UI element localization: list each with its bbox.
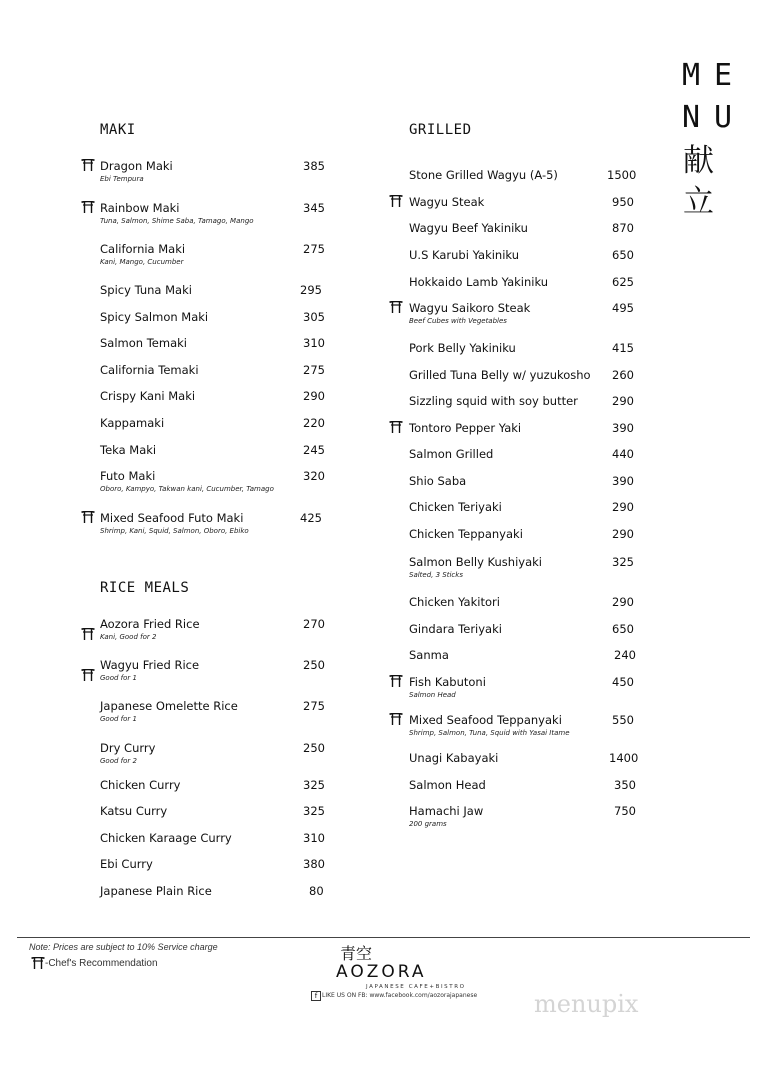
watermark-suffix: pix bbox=[601, 990, 639, 1018]
menu-item-description: Tuna, Salmon, Shime Saba, Tamago, Mango bbox=[100, 217, 254, 225]
menu-item-name: Salmon Grilled bbox=[409, 447, 494, 461]
menu-item-name: Tontoro Pepper Yaki bbox=[409, 421, 522, 435]
menu-item-price: 310 bbox=[303, 831, 325, 845]
menu-item-name: Chicken Teriyaki bbox=[409, 500, 502, 514]
menu-item-description: Salted, 3 Sticks bbox=[409, 571, 463, 579]
menu-item-name: Shio Saba bbox=[409, 474, 467, 488]
logo-kanji: 青空 bbox=[340, 944, 373, 963]
menu-item-price: 275 bbox=[303, 363, 325, 377]
menu-letter-m: M bbox=[682, 58, 701, 93]
menu-item-description: Kani, Good for 2 bbox=[100, 633, 157, 641]
chef-recommendation-icon bbox=[81, 159, 95, 171]
menu-item-price: 450 bbox=[612, 675, 634, 689]
menu-item-price: 320 bbox=[303, 469, 325, 483]
menu-item-price: 250 bbox=[303, 741, 325, 755]
menu-item-price: 1400 bbox=[609, 751, 639, 765]
menu-item-description: Ebi Tempura bbox=[100, 175, 144, 183]
menu-item-name: Spicy Salmon Maki bbox=[100, 310, 209, 324]
menu-item-name: Japanese Plain Rice bbox=[100, 884, 212, 898]
menu-item-price: 415 bbox=[612, 341, 634, 355]
facebook-link[interactable]: LIKE US ON FB: www.facebook.com/aozorajapanese bbox=[322, 992, 478, 999]
menu-item-price: 345 bbox=[303, 201, 325, 215]
menu-item-name: Mixed Seafood Futo Maki bbox=[100, 511, 244, 525]
menu-item-price: 325 bbox=[612, 555, 634, 569]
rice-section-title: RICE MEALS bbox=[100, 580, 190, 596]
menu-item-name: Dragon Maki bbox=[100, 159, 173, 173]
menu-item-description: Oboro, Kampyo, Takwan kani, Cucumber, Tamago bbox=[100, 485, 274, 493]
menu-item-price: 625 bbox=[612, 275, 634, 289]
menu-item-description: Kani, Mango, Cucumber bbox=[100, 258, 184, 266]
menu-item-name: California Temaki bbox=[100, 363, 199, 377]
menu-item-price: 245 bbox=[303, 443, 325, 457]
chef-recommendation-icon bbox=[389, 713, 403, 725]
menu-item-name: Hamachi Jaw bbox=[409, 804, 484, 818]
menu-item-price: 950 bbox=[612, 195, 634, 209]
chef-recommendation-icon bbox=[389, 675, 403, 687]
menu-item-name: Sanma bbox=[409, 648, 449, 662]
menu-item-price: 250 bbox=[303, 658, 325, 672]
menu-item-price: 305 bbox=[303, 310, 325, 324]
menu-item-description: Beef Cubes with Vegetables bbox=[409, 317, 507, 325]
menu-item-name: Katsu Curry bbox=[100, 804, 168, 818]
menu-item-price: 290 bbox=[612, 394, 634, 408]
chef-recommendation-icon bbox=[389, 195, 403, 207]
menu-item-name: Gindara Teriyaki bbox=[409, 622, 502, 636]
menu-item-name: Salmon Head bbox=[409, 778, 486, 792]
menu-item-name: Futo Maki bbox=[100, 469, 156, 483]
watermark-text: menu bbox=[534, 990, 602, 1018]
menu-letter-n: N bbox=[682, 100, 701, 135]
menu-item-price: 440 bbox=[612, 447, 634, 461]
menu-item-price: 275 bbox=[303, 699, 325, 713]
menu-item-price: 390 bbox=[612, 474, 634, 488]
menu-item-name: Wagyu Saikoro Steak bbox=[409, 301, 531, 315]
facebook-icon: f bbox=[311, 991, 321, 1001]
menu-item-price: 275 bbox=[303, 242, 325, 256]
menu-item-name: Chicken Teppanyaki bbox=[409, 527, 523, 541]
menu-item-price: 495 bbox=[612, 301, 634, 315]
chef-recommendation-icon bbox=[389, 421, 403, 433]
menu-item-price: 650 bbox=[612, 248, 634, 262]
menu-item-name: Aozora Fried Rice bbox=[100, 617, 200, 631]
menu-item-price: 295 bbox=[300, 283, 322, 297]
menu-item-name: Salmon Belly Kushiyaki bbox=[409, 555, 542, 569]
chef-recommendation-icon bbox=[81, 628, 95, 640]
menu-item-price: 550 bbox=[612, 713, 634, 727]
menu-item-name: Japanese Omelette Rice bbox=[100, 699, 238, 713]
menu-item-price: 650 bbox=[612, 622, 634, 636]
menu-item-price: 425 bbox=[300, 511, 322, 525]
menu-item-price: 310 bbox=[303, 336, 325, 350]
menu-item-name: Crispy Kani Maki bbox=[100, 389, 196, 403]
menu-item-name: Chicken Yakitori bbox=[409, 595, 500, 609]
chef-recommendation-icon bbox=[81, 669, 95, 681]
menupix-watermark bbox=[534, 990, 638, 1018]
menu-item-name: Wagyu Fried Rice bbox=[100, 658, 200, 672]
menu-item-description: Good for 1 bbox=[100, 674, 137, 682]
kanji-ken: 献 bbox=[683, 143, 714, 179]
logo-name: AOZORA bbox=[336, 962, 427, 982]
menu-item-name: Spicy Tuna Maki bbox=[100, 283, 192, 297]
chef-recommendation-icon bbox=[389, 301, 403, 313]
menu-item-name: Salmon Temaki bbox=[100, 336, 187, 350]
menu-item-price: 290 bbox=[303, 389, 325, 403]
menu-item-name: Pork Belly Yakiniku bbox=[409, 341, 516, 355]
menu-item-name: Mixed Seafood Teppanyaki bbox=[409, 713, 562, 727]
menu-item-name: Kappamaki bbox=[100, 416, 165, 430]
menu-item-price: 80 bbox=[309, 884, 324, 898]
menu-item-name: Unagi Kabayaki bbox=[409, 751, 499, 765]
menu-item-price: 380 bbox=[303, 857, 325, 871]
menu-item-name: Wagyu Steak bbox=[409, 195, 485, 209]
menu-item-price: 350 bbox=[614, 778, 636, 792]
menu-item-name: Dry Curry bbox=[100, 741, 156, 755]
menu-item-name: Chicken Karaage Curry bbox=[100, 831, 232, 845]
menu-item-name: Teka Maki bbox=[100, 443, 157, 457]
menu-item-price: 385 bbox=[303, 159, 325, 173]
menu-letter-u: U bbox=[714, 100, 733, 135]
kanji-date: 立 bbox=[683, 184, 714, 220]
menu-item-price: 240 bbox=[614, 648, 636, 662]
chef-recommendation-icon bbox=[81, 511, 95, 523]
menu-item-price: 270 bbox=[303, 617, 325, 631]
menu-item-description: Good for 1 bbox=[100, 715, 137, 723]
menu-item-name: U.S Karubi Yakiniku bbox=[409, 248, 520, 262]
menu-item-price: 220 bbox=[303, 416, 325, 430]
menu-item-description: Salmon Head bbox=[409, 691, 456, 699]
menu-item-description: Shrimp, Kani, Squid, Salmon, Oboro, Ebiko bbox=[100, 527, 249, 535]
menu-item-name: California Maki bbox=[100, 242, 186, 256]
menu-item-name: Fish Kabutoni bbox=[409, 675, 486, 689]
menu-item-price: 750 bbox=[614, 804, 636, 818]
menu-item-price: 1500 bbox=[607, 168, 637, 182]
torii-legend-icon bbox=[31, 957, 45, 969]
menu-item-name: Wagyu Beef Yakiniku bbox=[409, 221, 528, 235]
grilled-section-title: GRILLED bbox=[409, 122, 472, 138]
menu-item-name: Rainbow Maki bbox=[100, 201, 180, 215]
menu-letter-e: E bbox=[714, 58, 733, 93]
menu-item-description: Shrimp, Salmon, Tuna, Squid with Yasai Itame bbox=[409, 729, 570, 737]
menu-item-price: 325 bbox=[303, 804, 325, 818]
menu-item-price: 290 bbox=[612, 500, 634, 514]
menu-item-name: Sizzling squid with soy butter bbox=[409, 394, 578, 408]
maki-section-title: MAKI bbox=[100, 122, 136, 138]
menu-item-name: Chicken Curry bbox=[100, 778, 181, 792]
menu-item-description: Good for 2 bbox=[100, 757, 137, 765]
menu-item-price: 390 bbox=[612, 421, 634, 435]
menu-item-name: Grilled Tuna Belly w/ yuzukosho bbox=[409, 368, 591, 382]
menu-item-description: 200 grams bbox=[409, 820, 447, 828]
menu-item-name: Stone Grilled Wagyu (A-5) bbox=[409, 168, 558, 182]
menu-item-price: 290 bbox=[612, 527, 634, 541]
menu-item-price: 290 bbox=[612, 595, 634, 609]
menu-item-price: 870 bbox=[612, 221, 634, 235]
menu-item-price: 260 bbox=[612, 368, 634, 382]
service-charge-note: Note: Prices are subject to 10% Service charge bbox=[29, 942, 218, 952]
menu-item-price: 325 bbox=[303, 778, 325, 792]
logo-tagline: JAPANESE CAFE+BISTRO bbox=[366, 984, 466, 990]
chef-recommendation-legend: -Chef's Recommendation bbox=[45, 958, 158, 969]
menu-item-name: Hokkaido Lamb Yakiniku bbox=[409, 275, 549, 289]
menu-item-name: Ebi Curry bbox=[100, 857, 153, 871]
chef-recommendation-icon bbox=[81, 201, 95, 213]
footer-divider bbox=[17, 937, 750, 938]
